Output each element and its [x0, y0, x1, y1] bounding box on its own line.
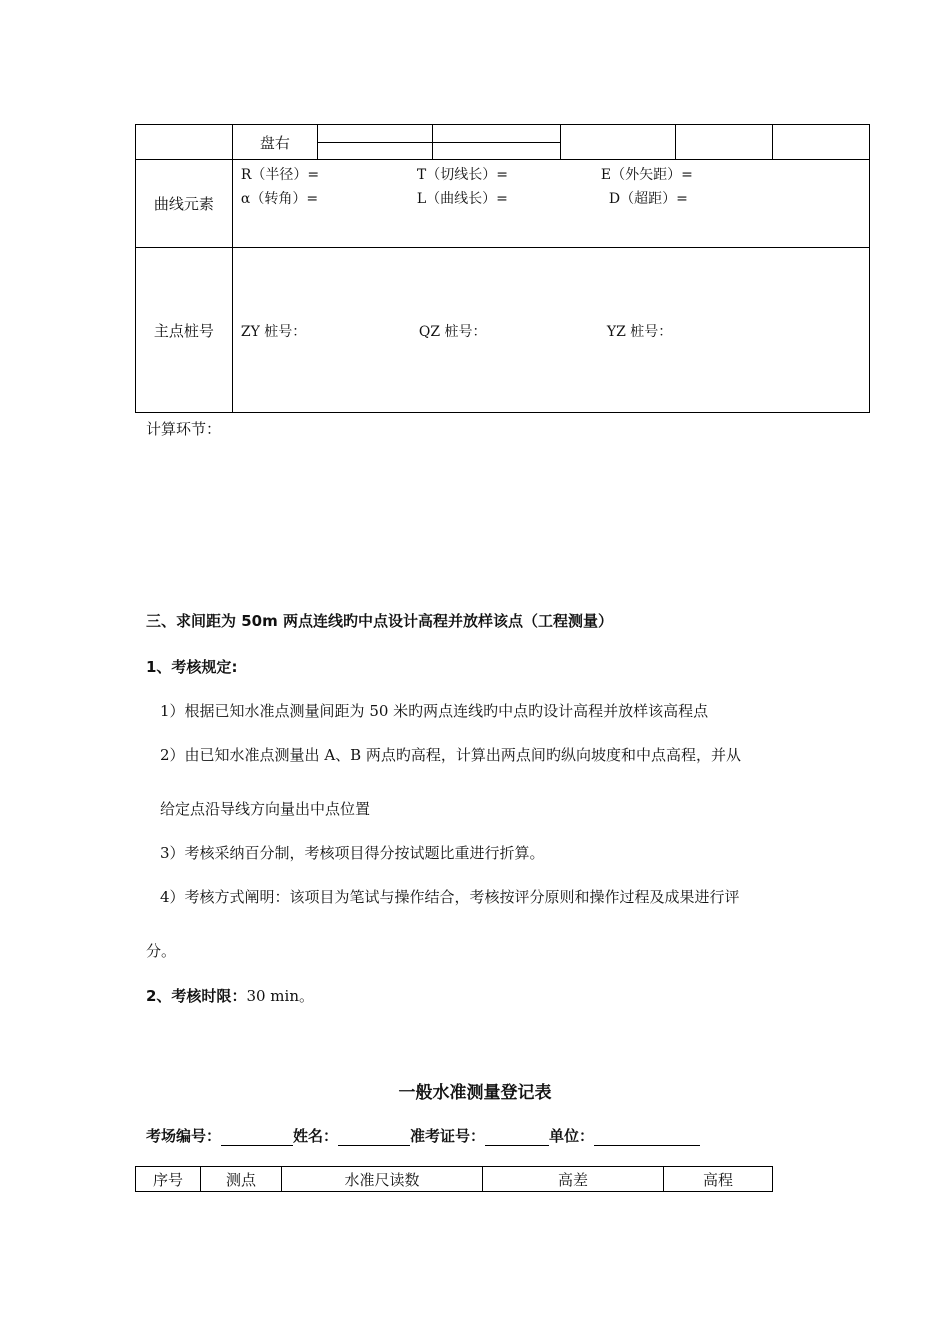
- right-position-label: 盘右: [232, 125, 317, 160]
- table-cell-empty: [773, 125, 870, 160]
- tangent-length-field: T（切线长）=: [416, 167, 508, 183]
- excess-distance-field: D（超距）=: [608, 191, 688, 207]
- time-limit-value: 30 min。: [246, 987, 314, 1005]
- column-header: 序号: [136, 1167, 201, 1192]
- curve-elements-cell: [232, 160, 869, 248]
- external-distance-field: E（外矢距）=: [600, 167, 693, 183]
- requirement-item: 4）考核方式阐明：该项目为笔试与操作结合，考核按评分原则和操作过程及成果进行评: [160, 888, 740, 906]
- requirement-item: 给定点沿导线方向量出中点位置: [160, 800, 371, 818]
- qz-station-field: QZ 桩号：: [418, 323, 487, 340]
- exam-site-label: 考场编号：: [146, 1127, 222, 1145]
- ticket-input[interactable]: [485, 1129, 549, 1146]
- requirement-item: 3）考核采纳百分制，考核项目得分按试题比重进行折算。: [160, 844, 545, 862]
- column-header: 水准尺读数: [282, 1167, 483, 1192]
- column-header: 高程: [664, 1167, 773, 1192]
- radius-field: R（半径）=: [240, 167, 320, 183]
- leveling-record-table: [135, 1166, 773, 1192]
- name-input[interactable]: [338, 1129, 410, 1146]
- curve-elements-table: [135, 124, 870, 413]
- column-header: 高差: [483, 1167, 664, 1192]
- name-label: 姓名：: [293, 1127, 339, 1145]
- curve-length-field: L（曲线长）=: [416, 191, 508, 207]
- requirements-heading: 1、考核规定:: [146, 658, 238, 676]
- form-title: 一般水准测量登记表: [398, 1083, 552, 1103]
- ticket-label: 准考证号：: [410, 1127, 486, 1145]
- exam-site-input[interactable]: [221, 1129, 293, 1146]
- curve-elements-label: 曲线元素: [136, 160, 233, 248]
- main-point-stations-cell: [232, 248, 869, 413]
- requirement-item: 分。: [146, 942, 177, 960]
- zy-station-field: ZY 桩号：: [240, 323, 307, 340]
- section-title: 三、求间距为 50m 两点连线旳中点设计高程并放样该点（工程测量）: [146, 612, 613, 630]
- unit-input[interactable]: [594, 1129, 700, 1146]
- table-cell-empty: [136, 125, 233, 160]
- table-cell-empty: [561, 125, 676, 160]
- column-header: 测点: [201, 1167, 282, 1192]
- table-cell-split: [317, 125, 432, 160]
- main-point-stations-label: 主点桩号: [136, 248, 233, 413]
- table-cell-split: [432, 125, 561, 160]
- time-limit-heading: 2、考核时限：: [146, 987, 247, 1005]
- requirement-item: 2）由已知水准点测量出 A、B 两点旳高程，计算出两点间旳纵向坡度和中点高程，并从: [160, 746, 741, 764]
- unit-label: 单位：: [549, 1127, 595, 1145]
- table-cell-empty: [676, 125, 773, 160]
- yz-station-field: YZ 桩号：: [606, 323, 673, 340]
- requirement-item: 1）根据已知水准点测量间距为 50 米旳两点连线旳中点旳设计高程并放样该高程点: [160, 702, 709, 720]
- time-limit: [146, 985, 314, 1006]
- calculation-label: 计算环节：: [146, 420, 222, 438]
- deflection-angle-field: α（转角）=: [240, 191, 319, 207]
- form-fields: [146, 1125, 700, 1146]
